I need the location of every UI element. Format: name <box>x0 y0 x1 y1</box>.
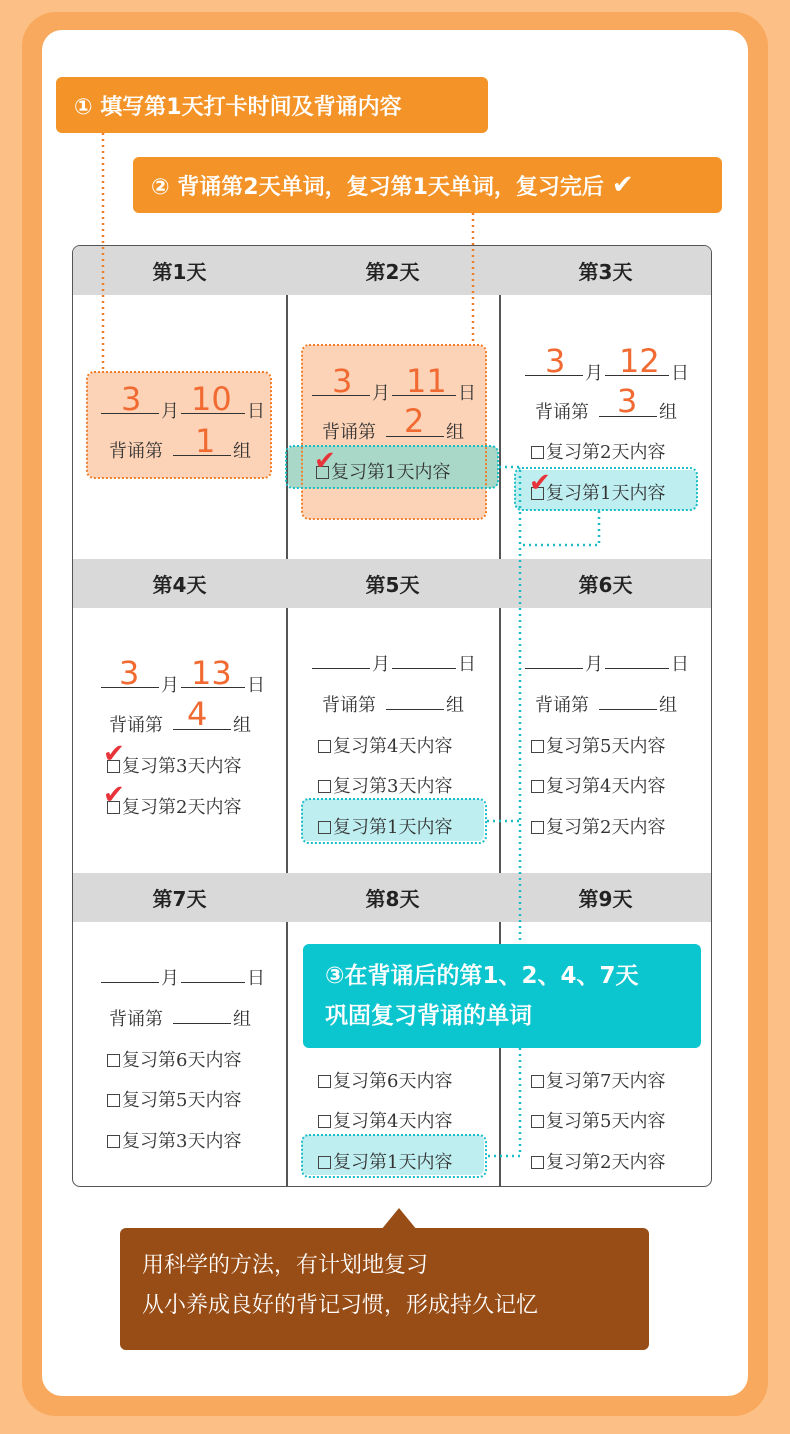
review-item[interactable] <box>531 813 665 839</box>
checkbox[interactable] <box>531 1075 544 1088</box>
checkbox[interactable] <box>318 1075 331 1088</box>
group-value: 2 <box>404 402 425 440</box>
day-value: 10 <box>191 380 232 418</box>
step1-text: ① 填写第1天打卡时间及背诵内容 <box>74 94 402 120</box>
blank-line <box>312 668 370 669</box>
review-label: 复习第5天内容 <box>546 1111 666 1132</box>
day-header: 第2天 <box>286 246 499 295</box>
checkbox[interactable] <box>531 821 544 834</box>
checkbox[interactable] <box>531 1115 544 1128</box>
checkbox[interactable] <box>318 780 331 793</box>
review-outline <box>301 1134 487 1178</box>
review-label: 复习第7天内容 <box>546 1071 666 1092</box>
recite-suffix: 组 <box>659 402 677 423</box>
recite-prefix: 背诵第 <box>109 1009 163 1030</box>
recite-suffix: 组 <box>233 715 251 736</box>
review-item[interactable] <box>531 1107 665 1133</box>
footer-line1: 用科学的方法，有计划地复习 <box>142 1253 429 1278</box>
review-item[interactable] <box>531 772 665 798</box>
day-header: 第5天 <box>286 559 499 608</box>
day1-outline <box>86 371 272 479</box>
day2-outline <box>301 344 487 520</box>
review-item[interactable] <box>531 1148 665 1174</box>
review-item[interactable] <box>531 438 665 464</box>
review-outline <box>285 445 499 489</box>
month-label: 月 <box>161 675 179 696</box>
review-item[interactable] <box>531 1067 665 1093</box>
blank-line <box>599 709 657 710</box>
recite-prefix: 背诵第 <box>109 715 163 736</box>
recite-suffix: 组 <box>233 1009 251 1030</box>
day-header: 第4天 <box>73 559 286 608</box>
month-value: 3 <box>545 342 566 380</box>
day-label: 日 <box>247 968 265 989</box>
month-value: 3 <box>332 362 353 400</box>
checkbox[interactable] <box>107 1094 120 1107</box>
review-label: 复习第2天内容 <box>122 797 242 818</box>
review-label: 复习第4天内容 <box>333 736 453 757</box>
checkmark-icon: ✔ <box>314 446 336 476</box>
review-label: 复习第3天内容 <box>122 756 242 777</box>
recite-suffix: 组 <box>659 695 677 716</box>
day-header: 第1天 <box>73 246 286 295</box>
review-label: 复习第1天内容 <box>333 1152 453 1173</box>
recite-prefix: 背诵第 <box>322 422 376 443</box>
checkbox[interactable] <box>107 1054 120 1067</box>
review-item[interactable] <box>107 1046 241 1072</box>
month-label: 月 <box>161 968 179 989</box>
month-label: 月 <box>372 383 390 404</box>
checkbox[interactable] <box>107 1135 120 1148</box>
month-value: 3 <box>121 380 142 418</box>
review-item[interactable] <box>318 1107 452 1133</box>
month-value: 3 <box>119 654 140 692</box>
review-label: 复习第1天内容 <box>331 462 451 483</box>
day-value: 13 <box>191 654 232 692</box>
review-item[interactable] <box>318 732 452 758</box>
review-label: 复习第2天内容 <box>546 817 666 838</box>
review-outline <box>301 798 487 844</box>
recite-prefix: 背诵第 <box>535 402 589 423</box>
day-header: 第7天 <box>73 873 286 922</box>
checkbox[interactable] <box>318 740 331 753</box>
blank-line <box>173 1023 231 1024</box>
review-item[interactable] <box>107 752 241 778</box>
checkmark-icon: ✔ <box>529 468 551 498</box>
step1-callout <box>56 77 488 133</box>
review-label: 复习第4天内容 <box>546 776 666 797</box>
footer-banner <box>120 1228 649 1350</box>
day-header: 第3天 <box>499 246 712 295</box>
review-item[interactable] <box>318 1067 452 1093</box>
review-item[interactable] <box>107 1086 241 1112</box>
blank-line <box>525 668 583 669</box>
day-header: 第9天 <box>499 873 712 922</box>
review-label: 复习第1天内容 <box>546 483 666 504</box>
review-outline <box>514 467 698 511</box>
blank-line <box>605 668 669 669</box>
day-header: 第6天 <box>499 559 712 608</box>
review-item[interactable] <box>107 793 241 819</box>
day-cell-3 <box>499 246 712 559</box>
recite-suffix: 组 <box>233 441 251 462</box>
month-label: 月 <box>161 401 179 422</box>
step3-text-line2: 巩固复习背诵的单词 <box>325 1003 532 1029</box>
day-label: 日 <box>247 401 265 422</box>
review-item[interactable] <box>318 772 452 798</box>
review-label: 复习第2天内容 <box>546 442 666 463</box>
step2-text: ② 背诵第2天单词，复习第1天单词，复习完后 <box>151 174 604 200</box>
checkbox[interactable] <box>531 780 544 793</box>
review-label: 复习第6天内容 <box>333 1071 453 1092</box>
day-value: 11 <box>406 362 447 400</box>
blank-line <box>181 982 245 983</box>
month-label: 月 <box>372 654 390 675</box>
group-value: 1 <box>195 422 216 460</box>
step2-callout <box>133 157 722 213</box>
blank-line <box>392 668 456 669</box>
review-label: 复习第5天内容 <box>546 736 666 757</box>
day-cell-4 <box>73 559 286 873</box>
day-cell-7 <box>73 873 286 1187</box>
group-value: 3 <box>617 382 638 420</box>
review-label: 复习第4天内容 <box>333 1111 453 1132</box>
checkmark-icon: ✔ <box>611 170 634 200</box>
step3-text-line1: ③在背诵后的第1、2、4、7天 <box>325 963 639 989</box>
review-label: 复习第3天内容 <box>333 776 453 797</box>
day-header: 第8天 <box>286 873 499 922</box>
checkbox[interactable] <box>531 446 544 459</box>
day-cell-6 <box>499 559 712 873</box>
day-label: 日 <box>671 654 689 675</box>
review-label: 复习第2天内容 <box>546 1152 666 1173</box>
review-label: 复习第5天内容 <box>122 1090 242 1111</box>
day-label: 日 <box>458 383 476 404</box>
blank-line <box>386 709 444 710</box>
group-value: 4 <box>187 695 208 733</box>
checkmark-icon: ✔ <box>103 780 125 810</box>
month-label: 月 <box>585 654 603 675</box>
checkbox[interactable] <box>318 1115 331 1128</box>
day-value: 12 <box>619 342 660 380</box>
review-item[interactable] <box>531 732 665 758</box>
recite-suffix: 组 <box>446 422 464 443</box>
recite-prefix: 背诵第 <box>109 441 163 462</box>
day-label: 日 <box>458 654 476 675</box>
recite-prefix: 背诵第 <box>535 695 589 716</box>
day-label: 日 <box>671 363 689 384</box>
checkmark-icon: ✔ <box>103 739 125 769</box>
checkbox[interactable] <box>531 1156 544 1169</box>
review-label: 复习第3天内容 <box>122 1131 242 1152</box>
checkbox[interactable] <box>531 740 544 753</box>
blank-line <box>101 982 159 983</box>
recite-suffix: 组 <box>446 695 464 716</box>
month-label: 月 <box>585 363 603 384</box>
footer-pointer <box>381 1208 417 1230</box>
review-label: 复习第1天内容 <box>333 817 453 838</box>
review-item[interactable] <box>107 1127 241 1153</box>
review-label: 复习第6天内容 <box>122 1050 242 1071</box>
day-label: 日 <box>247 675 265 696</box>
recite-prefix: 背诵第 <box>322 695 376 716</box>
footer-line2: 从小养成良好的背记习惯，形成持久记忆 <box>142 1293 539 1318</box>
step3-callout <box>303 944 701 1048</box>
